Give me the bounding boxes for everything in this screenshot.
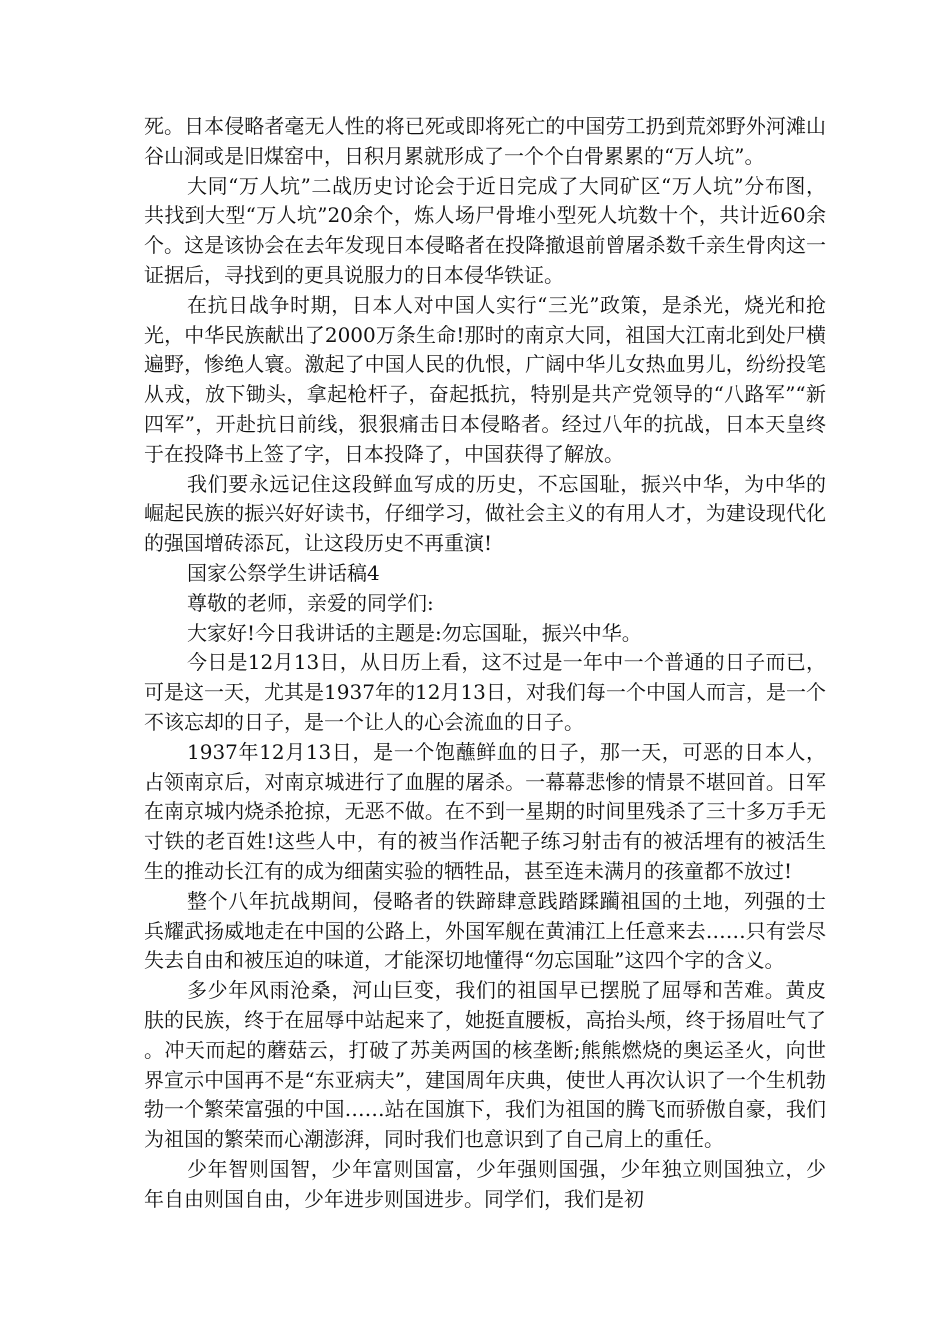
paragraph-continuation: 死。日本侵略者毫无人性的将已死或即将死亡的中国劳工扔到荒郊野外河滩山谷山洞或是旧煤窑中，日积月累就形成了一个个白骨累累的“万人坑”。 xyxy=(144,114,826,168)
paragraph-1937: 1937年12月13日，是一个饱蘸鲜血的日子，那一天，可恶的日本人，占领南京后，对南京城进行了血腥的屠杀。一幕幕悲惨的情景不堪回首。日军在南京城内烧杀抢掠，无恶不做。在不到一星期的时间里残杀了三十多万手无寸铁的老百姓!这些人中，有的被当作活靶子练习射击有的被活埋有的被活生生的推动长江有的成为细菌实验的牺牲品，甚至连未满月的孩童都不放过! xyxy=(144,739,826,883)
paragraph-remember-history: 我们要永远记住这段鲜血写成的历史，不忘国耻，振兴中华，为中华的崛起民族的振兴好好读书，仔细学习，做社会主义的有用人才，为建设现代化的强国增砖添瓦，让这段历史不再重演! xyxy=(144,471,826,556)
paragraph-today-date: 今日是12月13日，从日历上看，这不过是一年中一个普通的日子而已，可是这一天，尤其是1937年的12月13日，对我们每一个中国人而言，是一个不该忘却的日子，是一个让人的心会流血的日子。 xyxy=(144,650,826,734)
document-page xyxy=(144,112,826,1214)
paragraph-rise: 多少年风雨沧桑，河山巨变，我们的祖国早已摆脱了屈辱和苦难。黄皮肤的民族，终于在屈辱中站起来了，她挺直腰板，高抬头颅，终于扬眉吐气了。冲天而起的蘑菇云，打破了苏美两国的核垄断;熊熊燃烧的奥运圣火，向世界宣示中国再不是“东亚病夫”，建国周年庆典，使世人再次认识了一个生机勃勃一个繁荣富强的中国……站在国旗下，我们为祖国的腾飞而骄傲自豪，我们为祖国的繁荣而心潮澎湃，同时我们也意识到了自己肩上的重任。 xyxy=(144,978,826,1152)
paragraph-eight-years: 整个八年抗战期间，侵略者的铁蹄肆意践踏蹂躏祖国的土地，列强的士兵耀武扬威地走在中国的公路上，外国军舰在黄浦江上任意来去……只有尝尽失去自由和被压迫的味道，才能深切地懂得“勿忘国耻”这四个字的含义。 xyxy=(144,888,826,973)
paragraph-youth: 少年智则国智，少年富则国富，少年强则国强，少年独立则国独立，少年自由则国自由，少年进步则国进步。同学们，我们是初 xyxy=(144,1156,826,1211)
greeting: 大家好!今日我讲话的主题是:勿忘国耻，振兴中华。 xyxy=(187,620,642,645)
paragraph-three-alls: 在抗日战争时期，日本人对中国人实行“三光”政策，是杀光，烧光和抢光，中华民族献出了2000万条生命!那时的南京大同，祖国大江南北到处尸横遍野，惨绝人寰。激起了中国人民的仇恨，广阔中华儿女热血男儿，纷纷投笔从戎，放下锄头，拿起枪杆子，奋起抵抗，特别是共产党领导的“八路军”“新四军”，开赴抗日前线，狠狠痛击日本侵略者。经过八年的抗战，日本天皇终于在投降书上签了字，日本投降了，中国获得了解放。 xyxy=(144,292,826,466)
paragraph-datong-pits: 大同“万人坑”二战历史讨论会于近日完成了大同矿区“万人坑”分布图，共找到大型“万人坑”20余个，炼人场尸骨堆小型死人坑数十个，共计近60余个。这是该协会在去年发现日本侵略者在投降撤退前曾屠杀数千亲生骨肉这一证据后，寻找到的更具说服力的日本侵华铁证。 xyxy=(144,173,826,287)
section-heading: 国家公祭学生讲话稿4 xyxy=(187,560,380,585)
salutation: 尊敬的老师，亲爱的同学们: xyxy=(187,590,434,615)
